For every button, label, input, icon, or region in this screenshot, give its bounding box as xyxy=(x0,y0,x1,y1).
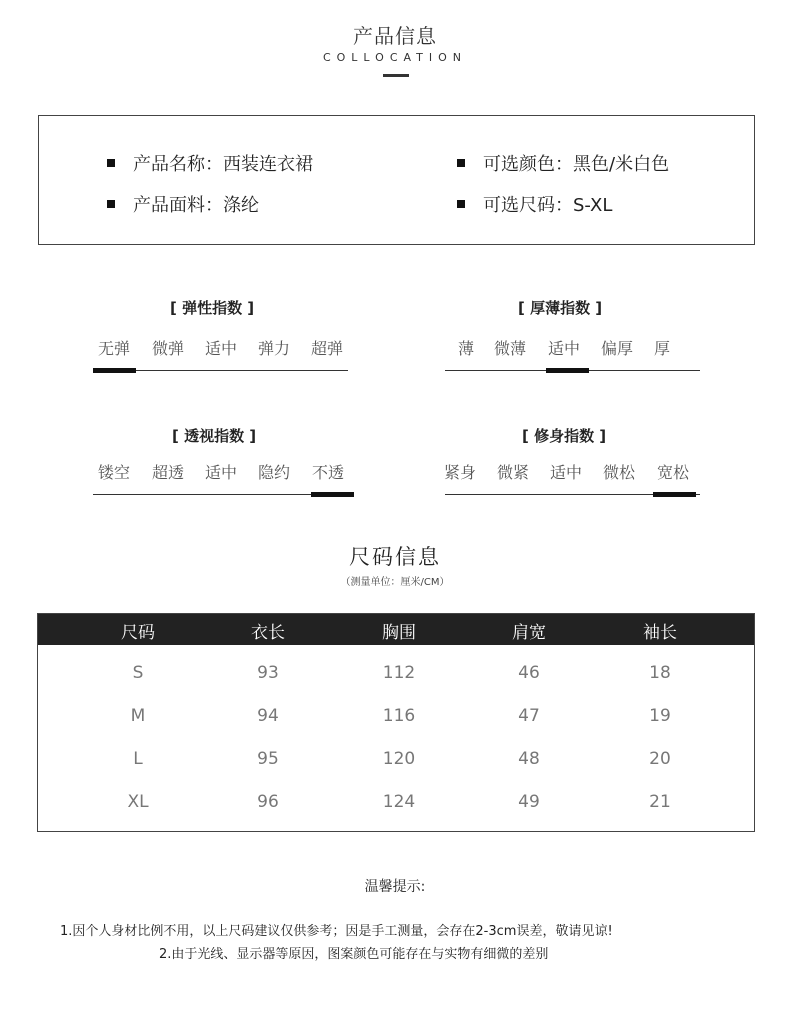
size-table-header-cell: 袖长 xyxy=(643,623,677,643)
elasticity-option: 超弹 xyxy=(311,339,344,358)
thickness-option: 微薄 xyxy=(494,339,527,358)
info-product-material-text: 产品面料：涤纶 xyxy=(133,195,259,216)
fit-index-title: [ 修身指数 ] xyxy=(522,427,607,445)
size-table-header-cell: 肩宽 xyxy=(512,623,546,643)
tips-line-2: 2.由于光线、显示器等原因，图案颜色可能存在与实物有细微的差别 xyxy=(159,947,549,962)
size-info-title: 尺码信息 xyxy=(349,545,441,569)
table-cell: 124 xyxy=(382,792,416,812)
table-cell: 46 xyxy=(518,663,540,683)
fit-option: 适中 xyxy=(550,463,583,482)
size-table-header xyxy=(38,614,754,645)
size-table-header-cell: 衣长 xyxy=(251,623,285,643)
thickness-option: 偏厚 xyxy=(601,339,634,358)
table-cell: 20 xyxy=(649,749,671,769)
info-product-name xyxy=(107,150,313,176)
transparency-option: 适中 xyxy=(205,463,238,482)
info-product-name-text: 产品名称：西装连衣裙 xyxy=(133,154,313,175)
info-colors xyxy=(457,150,669,176)
table-cell: 96 xyxy=(257,792,279,812)
bullet-icon xyxy=(457,159,465,167)
table-cell: 48 xyxy=(518,749,540,769)
thickness-index-title: [ 厚薄指数 ] xyxy=(518,299,603,317)
tips-title: 温馨提示: xyxy=(364,879,426,895)
table-cell: 95 xyxy=(257,749,279,769)
table-cell: 112 xyxy=(382,663,416,683)
elasticity-option: 弹力 xyxy=(258,339,291,358)
table-cell: 93 xyxy=(257,663,279,683)
table-cell: M xyxy=(130,706,146,726)
elasticity-index-title: [ 弹性指数 ] xyxy=(170,299,255,317)
bullet-icon xyxy=(107,200,115,208)
fit-option: 微紧 xyxy=(497,463,530,482)
table-cell: 94 xyxy=(257,706,279,726)
transparency-index-title: [ 透视指数 ] xyxy=(172,427,257,445)
info-colors-text: 可选颜色：黑色/米白色 xyxy=(483,154,670,175)
table-cell: 19 xyxy=(649,706,671,726)
title-divider xyxy=(383,74,409,77)
size-info-unit: （测量单位：厘米/CM） xyxy=(340,577,450,588)
transparency-option: 镂空 xyxy=(98,463,131,482)
elasticity-option: 无弹 xyxy=(98,339,131,358)
bullet-icon xyxy=(457,200,465,208)
elasticity-selected-marker xyxy=(93,368,136,373)
transparency-selected-marker xyxy=(311,492,354,497)
thickness-option: 适中 xyxy=(548,339,581,358)
table-cell: 116 xyxy=(382,706,416,726)
table-cell: S xyxy=(132,663,144,683)
table-cell: 47 xyxy=(518,706,540,726)
transparency-option: 隐约 xyxy=(258,463,291,482)
info-sizes-text: 可选尺码：S-XL xyxy=(483,195,613,216)
thickness-selected-marker xyxy=(546,368,589,373)
table-cell: 49 xyxy=(518,792,540,812)
size-table-header-cell: 尺码 xyxy=(121,623,155,643)
fit-option: 紧身 xyxy=(444,463,477,482)
info-sizes xyxy=(457,191,612,217)
table-cell: L xyxy=(133,749,143,769)
product-info-box xyxy=(38,115,755,245)
info-product-material xyxy=(107,191,259,217)
table-cell: XL xyxy=(127,792,149,812)
size-table-header-cell: 胸围 xyxy=(382,623,416,643)
elasticity-option: 微弹 xyxy=(152,339,185,358)
transparency-option: 不透 xyxy=(312,463,345,482)
transparency-option: 超透 xyxy=(152,463,185,482)
fit-option: 宽松 xyxy=(657,463,690,482)
thickness-option: 厚 xyxy=(654,339,671,358)
page-subtitle: COLLOCATION xyxy=(322,51,468,64)
page-title: 产品信息 xyxy=(353,24,437,48)
tips-line-1: 1.因个人身材比例不用，以上尺码建议仅供参考；因是手工测量，会存在2-3cm误差，敬请见谅! xyxy=(60,924,613,939)
fit-option: 微松 xyxy=(603,463,636,482)
fit-selected-marker xyxy=(653,492,696,497)
elasticity-option: 适中 xyxy=(205,339,238,358)
bullet-icon xyxy=(107,159,115,167)
size-table xyxy=(37,613,755,832)
table-cell: 21 xyxy=(649,792,671,812)
table-cell: 18 xyxy=(649,663,671,683)
table-cell: 120 xyxy=(382,749,416,769)
thickness-option: 薄 xyxy=(458,339,475,358)
